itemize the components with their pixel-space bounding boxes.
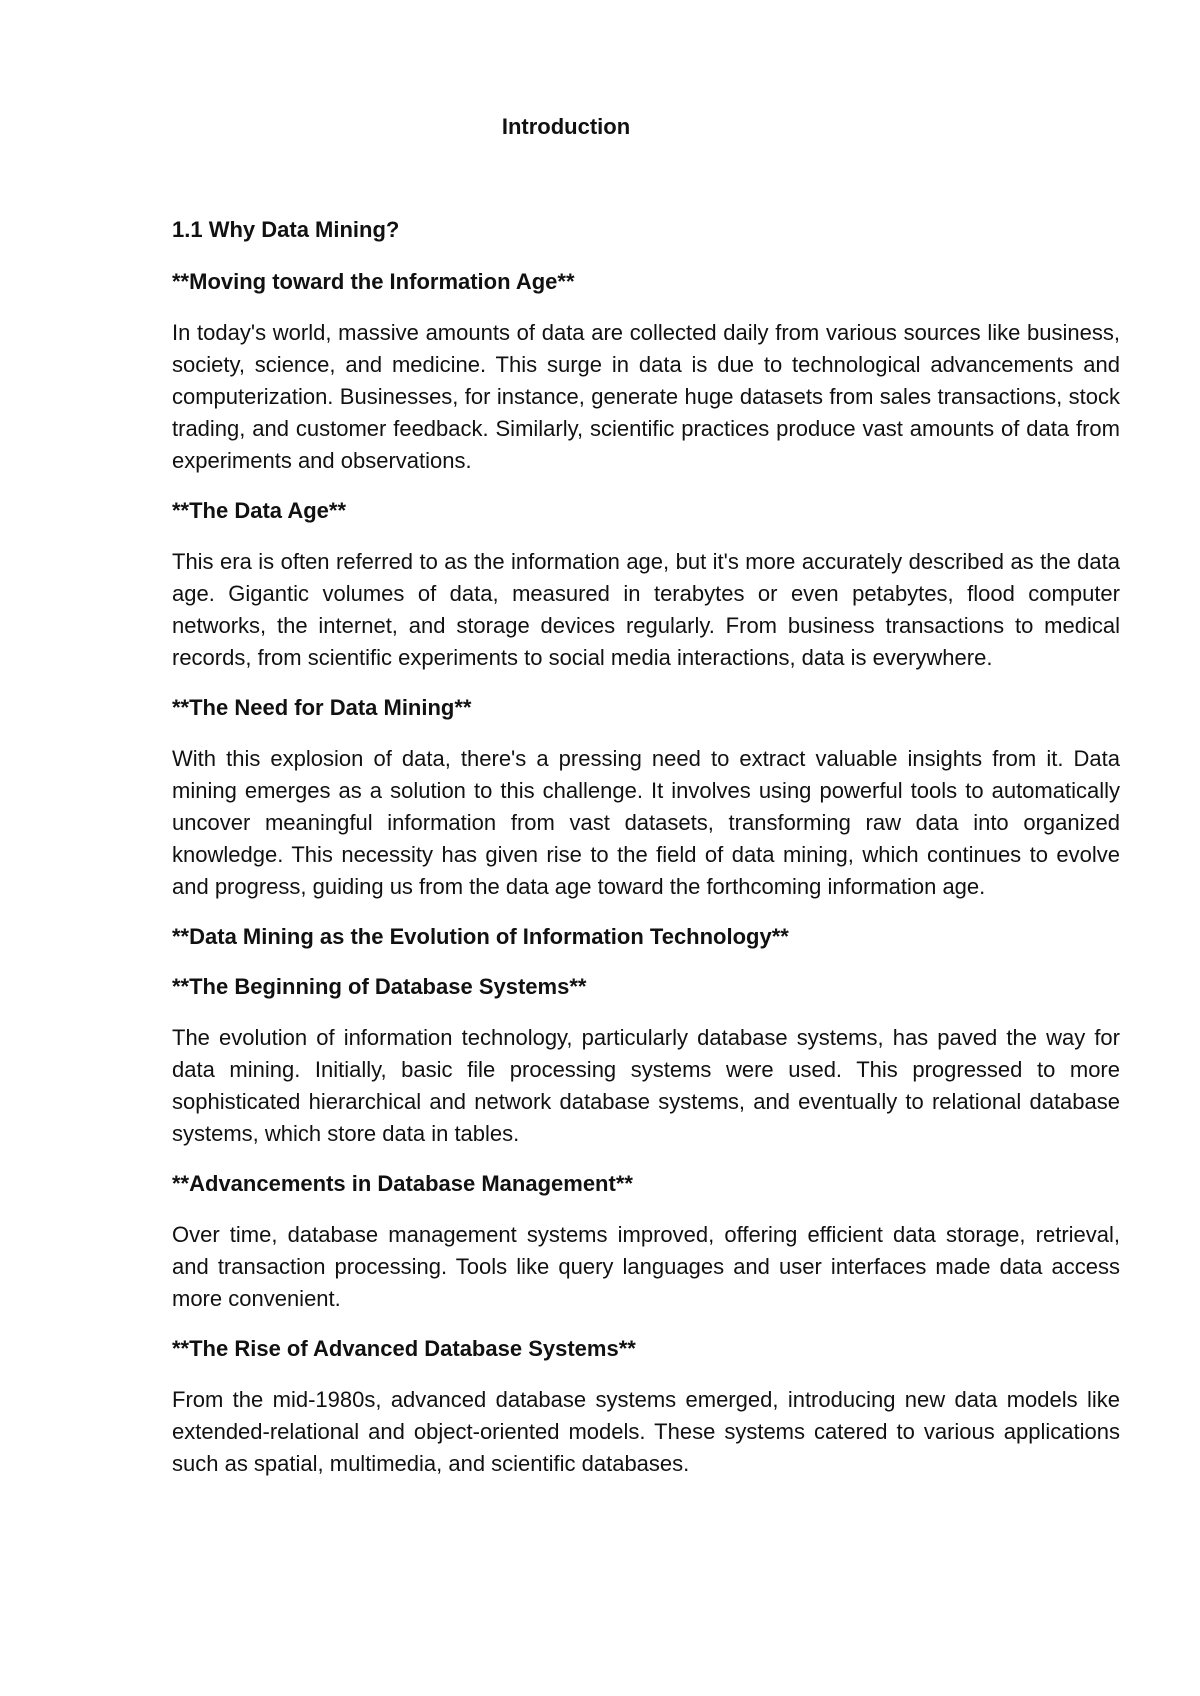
heading-need-for-data-mining: **The Need for Data Mining** (172, 695, 472, 720)
section-title: 1.1 Why Data Mining? (172, 217, 400, 242)
heading-evolution-of-it: **Data Mining as the Evolution of Information Technology** (172, 924, 789, 949)
paragraph-information-age: In today's world, massive amounts of data are collected daily from various sources like business, society, science, and medicine. This surge in data is due to technological advancements and computerization. Businesses, for instance, generate huge datasets from sales transactions, stock trading, and customer feedback. Similarly, scientific practices produce vast amounts of data from experiments and observations. (172, 320, 1120, 473)
paragraph-data-age: This era is often referred to as the information age, but it's more accurately described as the data age. Gigantic volumes of data, measured in terabytes or even petabytes, flood computer networks, the internet, and storage devices regularly. From business transactions to medical records, from scientific experiments to social media interactions, data is everywhere. (172, 549, 1120, 670)
paragraph-need-for-data-mining: With this explosion of data, there's a pressing need to extract valuable insights from it. Data mining emerges as a solution to this challenge. It involves using powerful tools to automatically uncover meaningful information from vast datasets, transforming raw data into organized knowledge. This necessity has given rise to the field of data mining, which continues to evolve and progress, guiding us from the data age toward the forthcoming information age. (172, 746, 1120, 899)
heading-database-management: **Advancements in Database Management** (172, 1171, 633, 1196)
heading-information-age: **Moving toward the Information Age** (172, 269, 575, 294)
paragraph-database-management: Over time, database management systems improved, offering efficient data storage, retrieval, and transaction processing. Tools like query languages and user interfaces made data access more convenient. (172, 1222, 1120, 1311)
paragraph-advanced-database-systems: From the mid-1980s, advanced database systems emerged, introducing new data models like extended-relational and object-oriented models. These systems catered to various applications such as spatial, multimedia, and scientific databases. (172, 1387, 1120, 1476)
document-content (172, 112, 1120, 1499)
heading-advanced-database-systems: **The Rise of Advanced Database Systems** (172, 1336, 636, 1361)
heading-beginning-database-systems: **The Beginning of Database Systems** (172, 974, 587, 999)
page-title: Introduction (501, 114, 631, 139)
heading-data-age: **The Data Age** (172, 498, 347, 523)
paragraph-beginning-database-systems: The evolution of information technology, particularly database systems, has paved the way for data mining. Initially, basic file processing systems were used. This progressed to more sophisticated hierarchical and network database systems, and eventually to relational database systems, which store data in tables. (172, 1025, 1120, 1146)
